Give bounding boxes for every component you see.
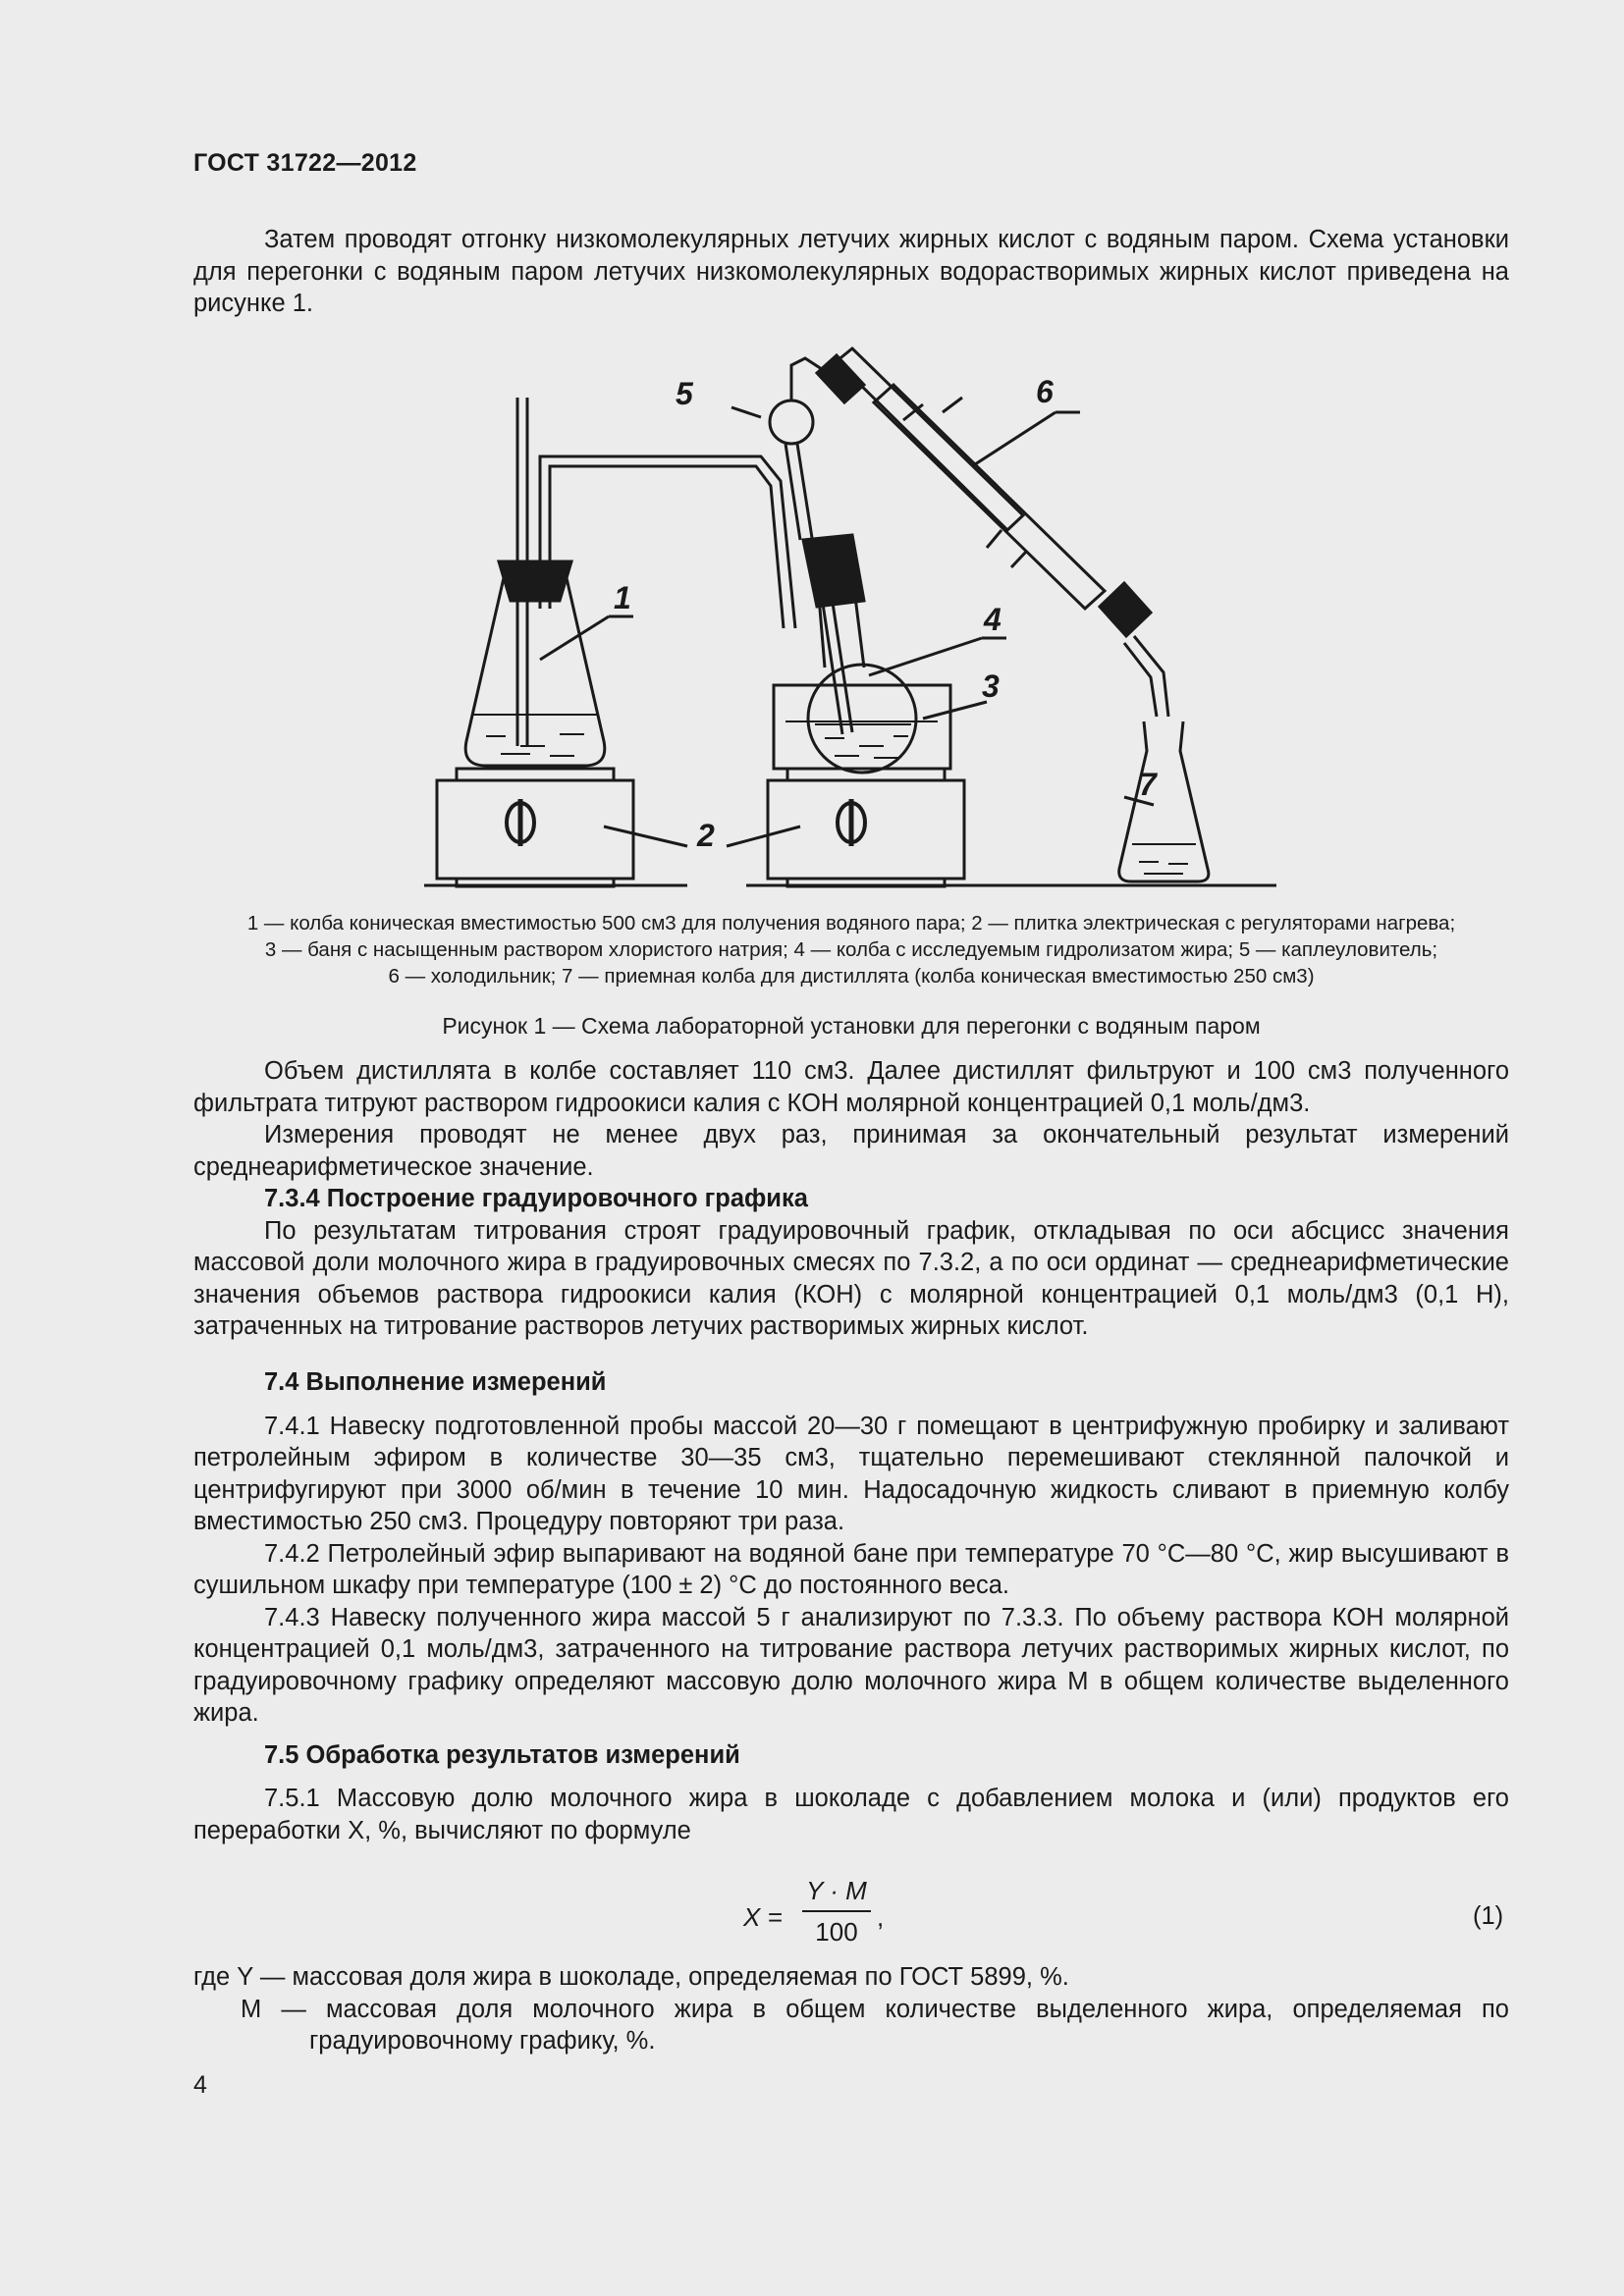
formula-1	[731, 1878, 967, 1956]
heading-7-4: 7.4 Выполнение измерений	[264, 1368, 607, 1396]
label-5: 5	[676, 376, 693, 411]
condenser-6	[874, 385, 1105, 609]
label-3: 3	[982, 668, 1000, 704]
where-m-wrap	[193, 1994, 1509, 2057]
heading-7-3-4: 7.3.4 Построение градуировочного графика	[264, 1185, 808, 1212]
body-block-2	[193, 1366, 1509, 1846]
figure-title: Рисунок 1 — Схема лабораторной установки для перегонки с водяным паром	[442, 1013, 1261, 1039]
paragraph-7-4-3: 7.4.3 Навеску полученного жира массой 5 г анализируют по 7.3.3. По объему раствора КОН молярной концентрацией 0,1 моль/дм3, затраченного на титрование раствора летучих растворимых жирных кислот, по градуировочному графику определяют массовую долю молочного жира М в общем количестве выделенного жира.	[193, 1603, 1509, 1727]
where-y: где Y — массовая доля жира в шоколаде, определяемая по ГОСТ 5899, %.	[193, 1963, 1069, 1991]
equation-number: (1)	[1473, 1902, 1504, 1930]
label-2: 2	[697, 818, 715, 853]
body-block-1	[193, 1055, 1509, 1343]
figure-legend-2: 3 — баня с насыщенным раствором хлористого натрия; 4 — колба с исследуемым гидролизатом жира; 5 — каплеуловитель;	[264, 938, 1438, 961]
bath-3	[774, 685, 950, 769]
condenser-stopper-bottom	[1100, 583, 1151, 636]
flask-4	[808, 665, 916, 773]
heading-7-5: 7.5 Обработка результатов измерений	[264, 1740, 740, 1769]
label-1: 1	[614, 580, 631, 615]
figure-legend-3: 6 — холодильник; 7 — приемная колба для дистиллята (колба коническая вместимостью 250 см3)	[388, 965, 1315, 988]
label-7: 7	[1139, 767, 1157, 802]
paragraph-measurements: Измерения проводят не менее двух раз, принимая за окончательный результат измерений среднеарифметическое значение.	[193, 1121, 1509, 1181]
formula-lhs: X =	[743, 1902, 783, 1932]
formula-fraction-bar	[802, 1910, 871, 1912]
paragraph-7-5-1: 7.5.1 Массовую долю молочного жира в шоколаде с добавлением молока и (или) продуктов его переработки X, %, вычисляют по формуле	[193, 1785, 1509, 1844]
page-number: 4	[193, 2071, 207, 2099]
formula-denominator: 100	[815, 1917, 858, 1947]
label-4: 4	[984, 602, 1001, 637]
formula-numerator: Y · M	[806, 1876, 867, 1905]
paragraph-7-4-1: 7.4.1 Навеску подготовленной пробы массой 20—30 г помещают в центрифужную пробирку и заливают петролейным эфиром в количестве 30—35 см3, тщательно перемешивают стеклянной палочкой и центрифугируют при 3000 об/мин в течение 10 мин. Надосадочную жидкость сливают в приемную колбу вместимостью 250 см3. Процедуру повторяют три раза.	[193, 1412, 1509, 1535]
formula-explanation	[193, 1961, 1509, 2057]
paragraph-calibration: По результатам титрования строят градуировочный график, откладывая по оси абсцисс значения массовой доли молочного жира в градуировочных смесях по 7.3.2, а по оси ординат — среднеарифметические значения объемов раствора гидроокиси калия (КОН) с молярной концентрацией 0,1 моль/дм3 (0,1 Н), затраченных на титрование растворов летучих растворимых жирных кислот.	[193, 1216, 1509, 1340]
stopper-1	[499, 561, 571, 601]
intro-paragraph: Затем проводят отгонку низкомолекулярных летучих жирных кислот с водяным паром. Схема установки для перегонки с водяным паром летучих низкомолекулярных водорастворимых жирных кислот приведена на рисунке 1.	[193, 226, 1509, 317]
paragraph-distillate: Объем дистиллята в колбе составляет 110 см3. Далее дистиллят фильтруют и 100 см3 полученного фильтрата титруют раствором гидроокиси калия с КОН молярной концентрацией 0,1 моль/дм3.	[193, 1057, 1509, 1117]
condenser-stopper-top	[817, 355, 864, 402]
paragraph-7-4-2: 7.4.2 Петролейный эфир выпаривают на водяной бане при температуре 70 °С—80 °С, жир высушивают в сушильном шкафу при температуре (100 ± 2) °С до постоянного веса.	[193, 1539, 1509, 1599]
flask-7	[1119, 721, 1209, 881]
stopper-4	[803, 535, 864, 607]
apparatus-figure	[412, 344, 1296, 893]
splash-trap-5	[770, 400, 813, 444]
figure-legend-1: 1 — колба коническая вместимостью 500 см3 для получения водяного пара; 2 — плитка электрическая с регуляторами нагрева;	[246, 912, 1456, 934]
where-m: M — массовая доля молочного жира в общем количестве выделенного жира, определяемая по градуировочному графику, %.	[241, 1995, 1509, 2055]
label-6: 6	[1036, 374, 1054, 409]
formula-tail: ,	[877, 1902, 885, 1932]
document-header: ГОСТ 31722—2012	[193, 149, 417, 177]
